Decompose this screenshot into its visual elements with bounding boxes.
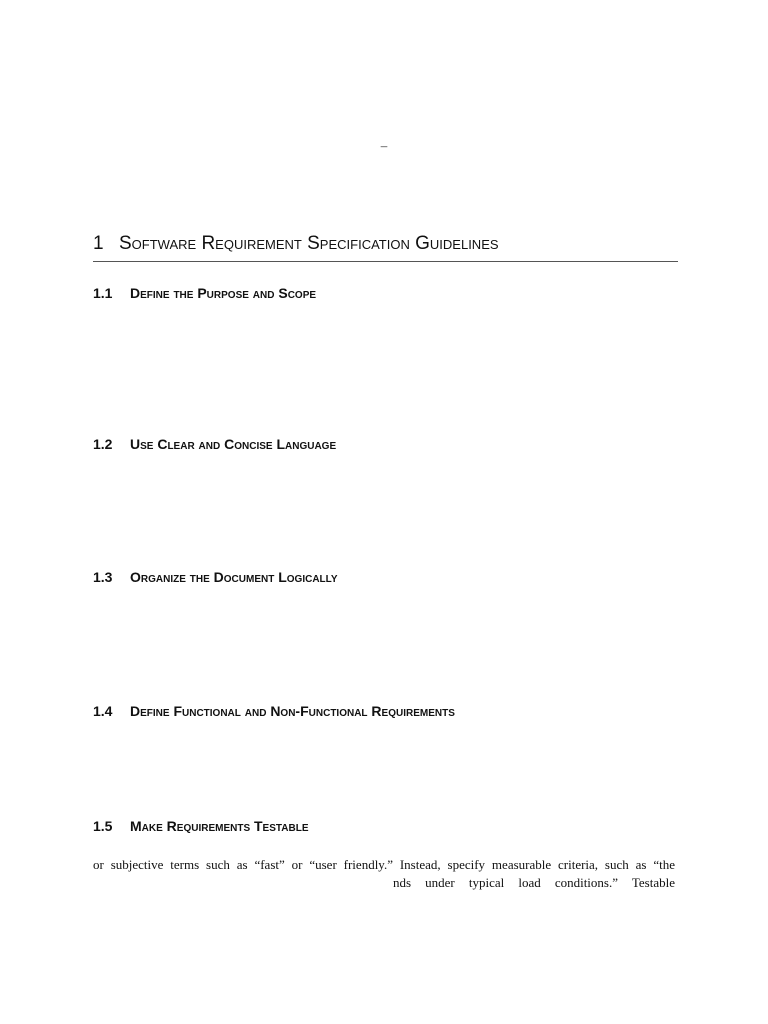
section-heading-1-3 (93, 569, 338, 585)
page-header-mark: – (380, 138, 388, 153)
chapter-heading (93, 229, 678, 262)
section-title: Make Requirements Testable (130, 818, 309, 834)
section-title: Define the Purpose and Scope (130, 285, 317, 301)
section-title: Organize the Document Logically (130, 569, 338, 585)
section-heading-1-2 (93, 436, 336, 452)
section-number: 1.5 (93, 818, 113, 834)
section-heading-1-1 (93, 285, 316, 301)
section-heading-1-5 (93, 818, 308, 834)
section-number: 1.4 (93, 703, 113, 719)
chapter-number: 1 (93, 233, 104, 254)
section-number: 1.2 (93, 436, 113, 452)
body-text-line-2-wrapper (93, 874, 675, 892)
body-text-line-2: nds under typical load conditions.” Testable (393, 875, 675, 890)
section-number: 1.3 (93, 569, 113, 585)
section-heading-1-4 (93, 703, 455, 719)
body-text-line-1: or subjective terms such as “fast” or “user friendly.” Instead, specify measurable criteria, such as “the (93, 857, 675, 872)
section-title: Use Clear and Concise Language (130, 436, 337, 452)
section-title: Define Functional and Non-Functional Requirements (130, 703, 455, 719)
chapter-title: Software Requirement Specification Guidelines (119, 233, 499, 254)
section-number: 1.1 (93, 285, 113, 301)
